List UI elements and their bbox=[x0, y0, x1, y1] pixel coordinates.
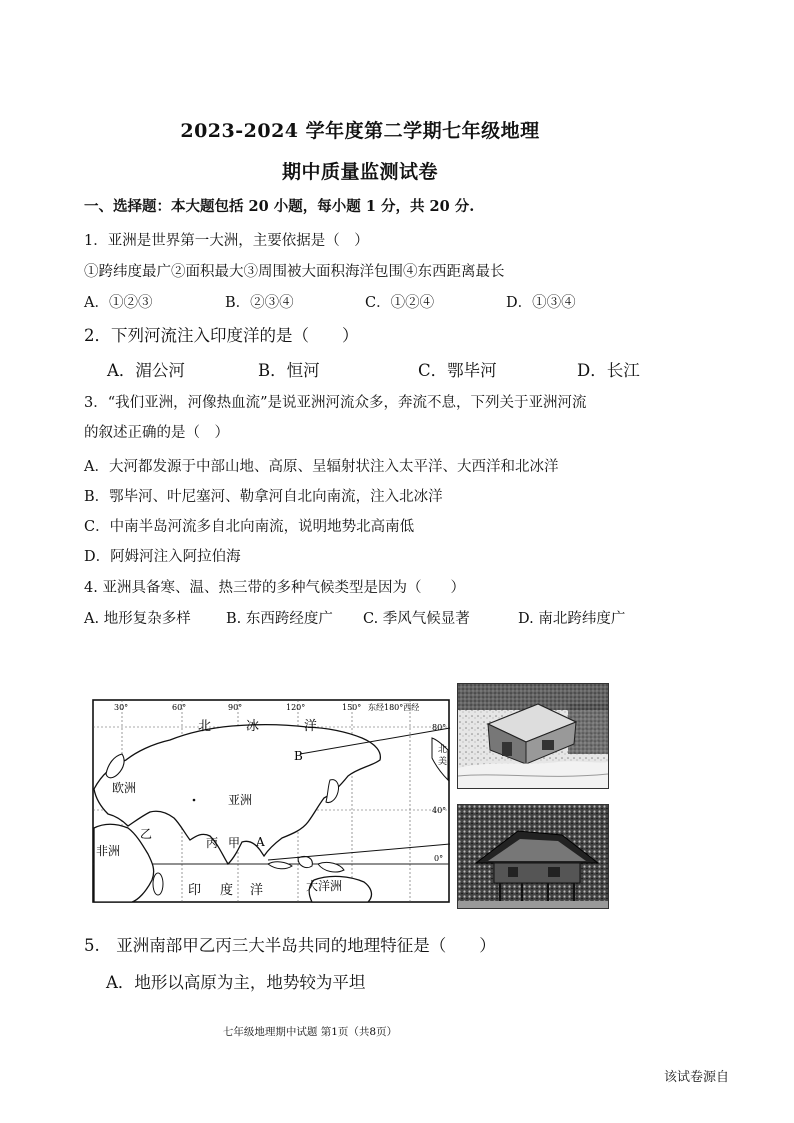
lon-label-180: 东经180°西经 bbox=[368, 703, 420, 712]
question-1-statements: ①跨纬度最广②面积最大③周围被大面积海洋包围④东西距离最长 bbox=[84, 264, 505, 280]
point-a-label: A bbox=[256, 835, 265, 849]
north-america-label-2: 美 bbox=[438, 757, 448, 767]
question-3-stem-line1: 3．“我们亚洲，河像热血流”是说亚洲河流众多，奔流不息，下列关于亚洲河流 bbox=[84, 395, 587, 411]
lon-label-60: 60° bbox=[172, 703, 187, 712]
photo-stilt-house bbox=[457, 804, 609, 909]
indian-ocean-label-2: 度 bbox=[220, 883, 234, 898]
bing-label: 丙 bbox=[206, 836, 219, 850]
question-3-stem-line2: 的叙述正确的是（ ） bbox=[84, 425, 229, 441]
question-1-stem: 1．亚洲是世界第一大洲，主要依据是（ ） bbox=[84, 233, 369, 249]
yi-label: 乙 bbox=[140, 827, 153, 841]
north-america-label-1: 北 bbox=[438, 745, 448, 755]
lat-label-40: 40° bbox=[432, 806, 447, 815]
asia-map bbox=[92, 694, 452, 910]
q2-option-b: B．恒河 bbox=[258, 361, 320, 380]
point-b-label: B bbox=[294, 749, 303, 763]
q2-option-d: D．长江 bbox=[577, 361, 640, 380]
q4-option-b: B. 东西跨经度广 bbox=[226, 611, 333, 627]
arctic-label-2: 冰 bbox=[246, 719, 260, 734]
q4-option-c: C. 季风气候显著 bbox=[363, 611, 470, 627]
question-2-stem: 2．下列河流注入印度洋的是（ ） bbox=[84, 326, 359, 345]
q1-option-d: D．①③④ bbox=[506, 295, 576, 311]
madagascar bbox=[153, 873, 163, 895]
oceania-label: 大洋洲 bbox=[306, 879, 343, 893]
q3-option-c: C．中南半岛河流多自北向南流，说明地势北高南低 bbox=[84, 519, 415, 535]
europe-label: 欧洲 bbox=[112, 781, 137, 795]
q3-option-a: A．大河都发源于中部山地、高原、呈辐射状注入太平洋、大西洋和北冰洋 bbox=[84, 459, 559, 475]
q1-option-c: C．①②④ bbox=[365, 295, 435, 311]
indian-ocean-label-1: 印 bbox=[188, 883, 202, 898]
question-4-stem: 4. 亚洲具备寒、温、热三带的多种气候类型是因为（ ） bbox=[84, 580, 465, 596]
q4-option-a: A. 地形复杂多样 bbox=[84, 611, 191, 627]
lon-label-120: 120° bbox=[286, 703, 306, 712]
lon-label-30: 30° bbox=[114, 703, 129, 712]
asia-label: 亚洲 bbox=[228, 793, 253, 807]
photo-snow-house bbox=[457, 683, 609, 789]
q5-option-a: A．地形以高原为主，地势较为平坦 bbox=[106, 973, 366, 992]
lon-label-90: 90° bbox=[228, 703, 243, 712]
indian-ocean-label-3: 洋 bbox=[250, 883, 264, 898]
q2-option-c: C．鄂毕河 bbox=[418, 361, 497, 380]
corner-note: 该试卷源自 bbox=[664, 1070, 730, 1085]
jia-label: 甲 bbox=[228, 836, 241, 850]
arctic-label-1: 北 bbox=[198, 719, 212, 734]
q1-option-b: B．②③④ bbox=[225, 295, 294, 311]
lat-label-0: 0° bbox=[434, 854, 444, 863]
lon-label-150: 150° bbox=[342, 703, 362, 712]
arctic-label-3: 洋 bbox=[304, 719, 318, 734]
asia-dot bbox=[193, 799, 196, 802]
lat-label-80: 80° bbox=[432, 723, 447, 732]
q2-option-a: A．湄公河 bbox=[107, 361, 185, 380]
q4-option-d: D. 南北跨纬度广 bbox=[518, 611, 626, 627]
africa-label: 非洲 bbox=[96, 844, 121, 858]
exam-title-line2: 期中质量监测试卷 bbox=[281, 161, 438, 183]
exam-title-line1: 2023-2024 学年度第二学期七年级地理 bbox=[180, 120, 540, 142]
q1-option-a: A．①②③ bbox=[84, 295, 153, 311]
question-5-stem: 5. 亚洲南部甲乙丙三大半岛共同的地理特征是（ ） bbox=[84, 936, 496, 955]
section-heading: 一、选择题：本大题包括 20 小题，每小题 1 分，共 20 分. bbox=[84, 198, 475, 215]
page-footer: 七年级地理期中试题 第1页（共8页） bbox=[222, 1026, 398, 1038]
q3-option-b: B．鄂毕河、叶尼塞河、勒拿河自北向南流，注入北冰洋 bbox=[84, 489, 443, 505]
q3-option-d: D．阿姆河注入阿拉伯海 bbox=[84, 549, 241, 565]
